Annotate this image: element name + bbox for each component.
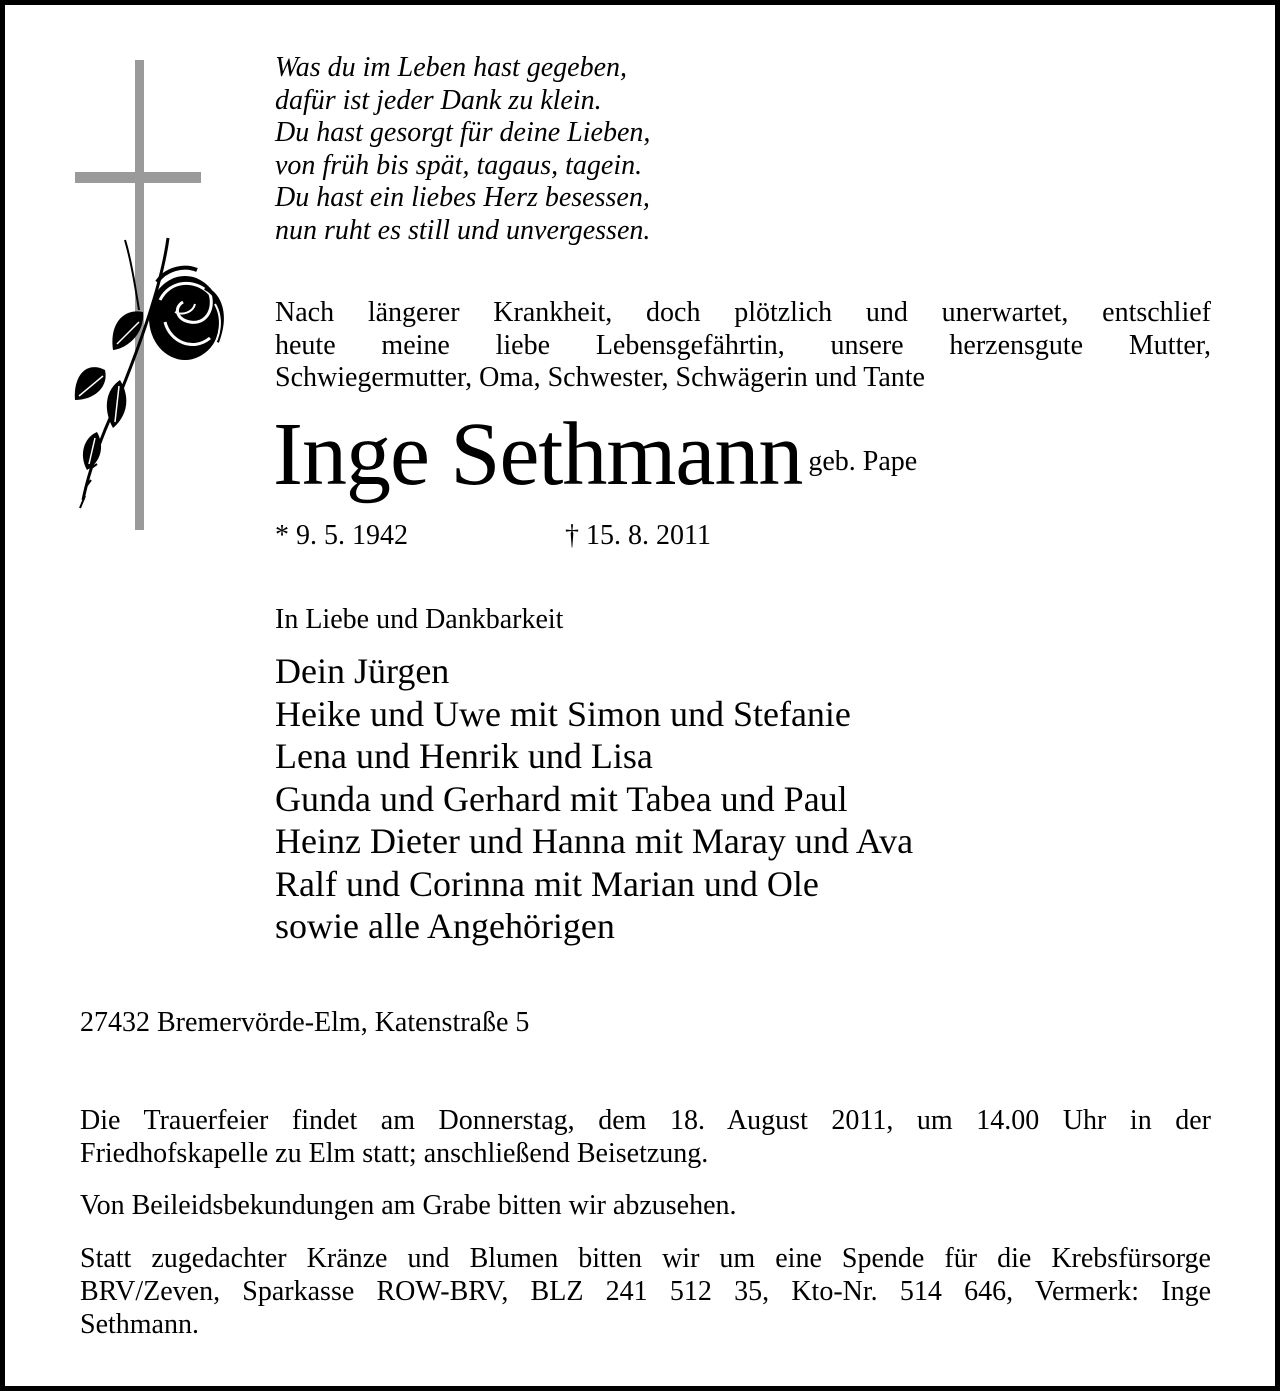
- poem: [275, 52, 975, 247]
- announcement-line: Schwiegermutter, Oma, Schwester, Schwägerin und Tante: [275, 362, 925, 393]
- mourner-line: Ralf und Corinna mit Marian und Ole: [275, 863, 819, 904]
- donation-request: [80, 1242, 1211, 1341]
- funeral-line: Die Trauerfeier findet am Donnerstag, dem 18. August 2011, um 14.00 Uhr in der: [80, 1105, 1211, 1136]
- poem-line: von früh bis spät, tagaus, tagein.: [275, 149, 643, 181]
- mourner-line: Dein Jürgen: [275, 651, 450, 691]
- cross-with-rose-icon: [65, 60, 235, 535]
- poem-line: Was du im Leben hast gegeben,: [275, 52, 628, 83]
- birth-name: geb. Pape: [808, 446, 918, 477]
- mourner-line: sowie alle Angehörigen: [275, 906, 615, 946]
- address: 27432 Bremervörde-Elm, Katenstraße 5: [80, 1007, 530, 1038]
- death-announcement-text: [275, 297, 1211, 395]
- donation-line: Statt zugedachter Kränze und Blumen bitten wir um eine Spende für die Krebsfürsorge: [80, 1243, 1211, 1274]
- mourner-line: Heike und Uwe mit Simon und Stefanie: [275, 693, 851, 734]
- poem-line: nun ruht es still und unvergessen.: [275, 214, 651, 246]
- death-date: † 15. 8. 2011: [565, 520, 711, 551]
- announcement-line: Nach längerer Krankheit, doch plötzlich und unerwartet, entschlief: [275, 297, 1211, 328]
- deceased-name-row: [273, 405, 917, 505]
- announcement-line: heute meine liebe Lebensgefährtin, unsere herzensgute Mutter,: [275, 329, 1211, 361]
- mourner-line: Gunda und Gerhard mit Tabea und Paul: [275, 778, 848, 819]
- deceased-name: Inge Sethmann: [273, 405, 803, 504]
- donation-line: BRV/Zeven, Sparkasse ROW-BRV, BLZ 241 512 35, Kto-Nr. 514 646, Vermerk: Inge: [80, 1276, 1211, 1307]
- mourner-line: Heinz Dieter und Hanna mit Maray und Ava: [275, 821, 914, 861]
- condolence-note: Von Beileidsbekundungen am Grabe bitten wir abzusehen.: [80, 1190, 737, 1221]
- donation-line: Sethmann.: [80, 1309, 199, 1340]
- love-line: In Liebe und Dankbarkeit: [275, 604, 564, 635]
- poem-line: Du hast ein liebes Herz besessen,: [275, 182, 650, 213]
- funeral-line: Friedhofskapelle zu Elm statt; anschließend Beisetzung.: [80, 1138, 709, 1169]
- poem-line: dafür ist jeder Dank zu klein.: [275, 84, 602, 116]
- birth-date: * 9. 5. 1942: [275, 520, 408, 551]
- mourners-list: [275, 650, 913, 948]
- funeral-details: [80, 1104, 1211, 1170]
- mourner-line: Lena und Henrik und Lisa: [275, 736, 653, 776]
- poem-line: Du hast gesorgt für deine Lieben,: [275, 117, 651, 148]
